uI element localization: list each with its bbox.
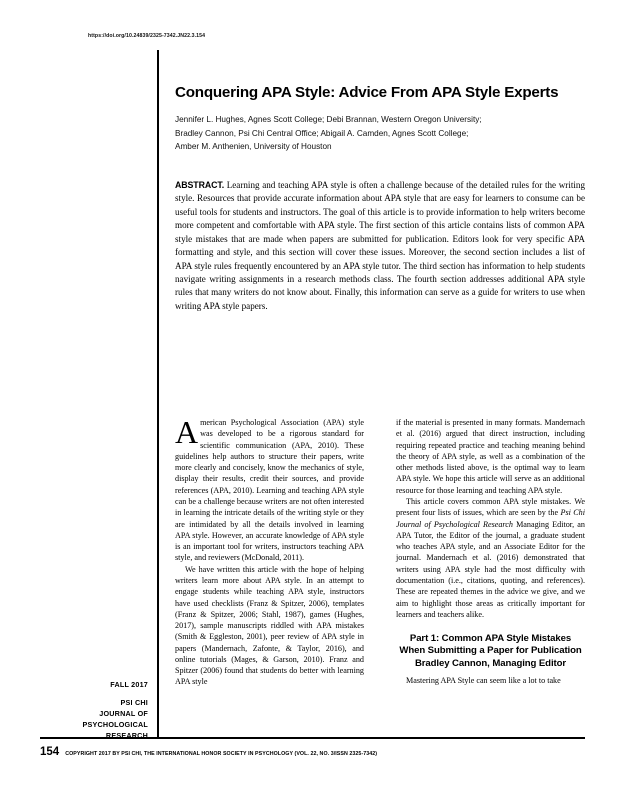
body-paragraph: We have written this article with the hope of helping writers learn more about APA style. In an attempt to engage students while teaching APA style, instructors have used checklists (Franz & Spitzer, 2006), templates (Franz & Spitzer, 2006; Stahl, 1987), games (Hughes, 2017), sample manuscripts riddled with APA mistakes (Smith & Eggleston, 2001), peer review of APA style in papers (Mandernach, Zafonte, & Taylor, 2016), and online tutorials (Mages, & Garson, 2010). Franz and Spitzer (2006) found that students do better with learning APA style <box>175 564 364 687</box>
sidebar-journal-info <box>40 680 148 742</box>
body-paragraph-text: merican Psychological Association (APA) style was developed to be a rigorous standard for scientific communication (APA, 2010). These guidelines help authors to structure their papers, write more clearly and concisely, know the mechanics of style, display their results, credit their sources, and provide references (APA, 2010). Learning and teaching APA style can be a challenge because writers are not often interested in learning the intricate details of the writing style or they are intimidated by all the details involved in learning APA style. However, an accurate knowledge of APA style is an important tool for writers, instructors teaching APA style, and reviewers (McDonald, 2011). <box>175 418 364 563</box>
author-line: Jennifer L. Hughes, Agnes Scott College; Debi Brannan, Western Oregon University; <box>175 115 482 125</box>
body-column-left <box>175 414 364 732</box>
abstract-paragraph <box>175 179 585 313</box>
sidebar-divider-rule <box>157 50 159 737</box>
section-heading-line: Part 1: Common APA Style Mistakes <box>409 633 572 645</box>
sidebar-journal-line: PSI CHI <box>120 697 148 707</box>
body-column-right <box>396 417 585 732</box>
section-heading-line: Bradley Cannon, Managing Editor <box>414 657 567 669</box>
body-paragraph <box>175 414 364 564</box>
page-title: Conquering APA Style: Advice From APA Style Experts <box>175 84 559 101</box>
sidebar-issue-date: FALL 2017 <box>110 680 148 689</box>
section-heading-line: When Submitting a Paper for Publication <box>399 645 582 657</box>
author-line: Amber M. Anthenien, University of Houston <box>175 141 332 151</box>
body-text-segment: Managing Editor, an APA Tutor, the Editor of the journal, a graduate student who teaches APA style, and an Associate Editor for the journal. Mandernach et al. (2016) demonstrated that writers using APA style had the most difficulty with documentation (i.e., citations, quoting, and references). These are repeated themes in the advice we give, and we aim to highlight those areas as critically important for learners and teachers alike. <box>396 519 585 619</box>
doi-link[interactable]: https://doi.org/10.24839/2325-7342.JN22.3.154 <box>88 33 206 39</box>
body-paragraph: if the material is presented in many formats. Mandernach et al. (2016) argued that direct instruction, including requiring repeated practice and teaching meaning behind the theory of APA style, as well as a combination of the other methods listed above, is the optimal way to learn APA style. We hope this article will serve as an additional resource for those learning and teaching APA style. <box>396 418 585 495</box>
journal-name-italic: Psi Chi Journal of Psychological Research <box>396 508 585 529</box>
body-paragraph: Mastering APA Style can seem like a lot to take <box>406 675 561 685</box>
sidebar-journal-line: PSYCHOLOGICAL <box>82 719 148 729</box>
body-paragraph <box>396 496 585 620</box>
sidebar-journal-line: JOURNAL OF <box>99 708 148 718</box>
drop-cap: A <box>175 414 199 450</box>
section-heading <box>396 633 585 670</box>
abstract-text: Learning and teaching APA style is often a challenge because of the detailed rules for the writing style. Resources that provide accurate information about APA style that are easy for learners to consume can be useful tools for students and instructors. The goal of this article is to provide information to help writers become more competent and comfortable with APA style. The first section of this article contains lists of common APA style mistakes that are made when papers are submitted for publication. Editors look for very specific APA formatting and style, and this section will cover these issues. Moreover, the second section includes a list of APA style rules frequently encountered by an APA style tutor. The third section has information to help students navigate writing assignments in a research methods class. The fourth section addresses additional APA style rules that many writers do not know about. Finally, this information can serve as a guide for writers to use when writing APA style papers. <box>175 180 585 311</box>
body-text-segment: This article covers common APA style mistakes. We present four lists of issues, which are seen by the <box>396 496 585 518</box>
page-number: 154 <box>40 746 60 758</box>
sidebar-journal-line: RESEARCH <box>105 730 148 740</box>
body-columns <box>175 414 585 732</box>
copyright-notice: COPYRIGHT 2017 BY PSI CHI, THE INTERNATIONAL HONOR SOCIETY IN PSYCHOLOGY (VOL. 22, NO. 3/ISSN 2325-7342) <box>65 751 378 757</box>
page-footer <box>40 746 585 758</box>
author-list <box>175 113 585 153</box>
article-header <box>175 84 585 335</box>
author-line: Bradley Cannon, Psi Chi Central Office; Abigail A. Camden, Agnes Scott College; <box>175 128 469 138</box>
abstract-label: ABSTRACT. <box>175 180 225 191</box>
